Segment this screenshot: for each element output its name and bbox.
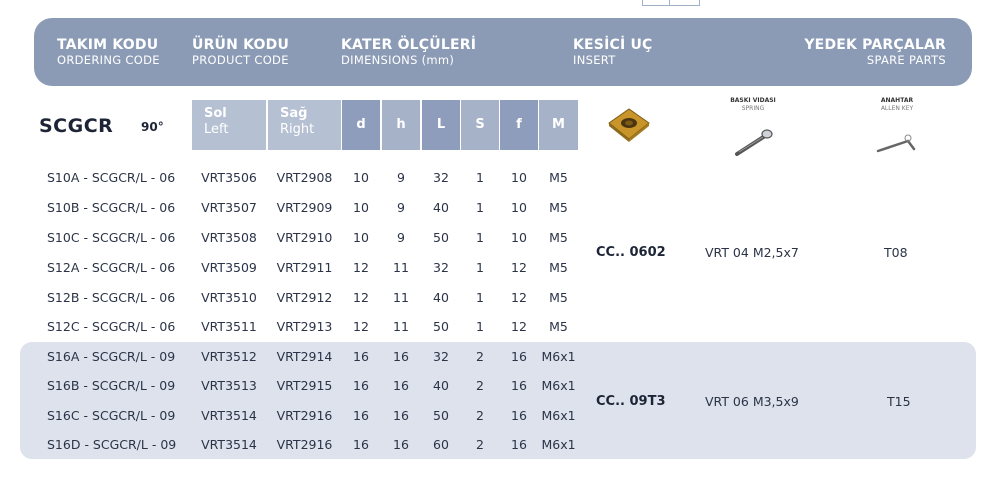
- row-7-m: M6x1: [541, 378, 576, 393]
- row-7-right: VRT2915: [276, 378, 333, 393]
- row-8-h: 16: [393, 408, 409, 423]
- key-code-09: T15: [887, 394, 911, 409]
- row-7-l: 40: [433, 378, 449, 393]
- row-8-right: VRT2916: [276, 408, 333, 423]
- row-3-right: VRT2911: [276, 260, 333, 275]
- col-d-header: d: [342, 100, 380, 150]
- row-6-f: 16: [511, 349, 527, 364]
- row-2-code: S10C - SCGCR/L - 06: [47, 230, 176, 245]
- col-s-header: S: [461, 100, 499, 150]
- row-6-right: VRT2914: [276, 349, 333, 364]
- row-8-f: 16: [511, 408, 527, 423]
- header-bar: [34, 18, 972, 86]
- row-9-code: S16D - SCGCR/L - 09: [47, 437, 177, 452]
- row-5-l: 50: [433, 319, 449, 334]
- row-6-m: M6x1: [541, 349, 576, 364]
- product-title: SCGCR: [39, 115, 114, 137]
- row-9-h: 16: [393, 437, 409, 452]
- row-9-s: 2: [476, 437, 484, 452]
- row-6-d: 16: [353, 349, 369, 364]
- row-5-s: 1: [476, 319, 484, 334]
- row-4-m: M5: [549, 290, 568, 305]
- row-9-f: 16: [511, 437, 527, 452]
- row-3-h: 11: [393, 260, 409, 275]
- insert-code-06: CC.. 0602: [596, 245, 666, 260]
- row-2-m: M5: [549, 230, 568, 245]
- row-6-code: S16A - SCGCR/L - 09: [47, 349, 176, 364]
- header-spare-parts: YEDEK PARÇALAR SPARE PARTS: [804, 37, 946, 67]
- row-7-code: S16B - SCGCR/L - 09: [47, 378, 176, 393]
- row-0-s: 1: [476, 170, 484, 185]
- row-4-code: S12B - SCGCR/L - 06: [47, 290, 176, 305]
- header-dimensions: KATER ÖLÇÜLERİ DIMENSIONS (mm): [341, 37, 477, 67]
- row-5-right: VRT2913: [276, 319, 333, 334]
- row-3-s: 1: [476, 260, 484, 275]
- row-5-m: M5: [549, 319, 568, 334]
- row-6-l: 32: [433, 349, 449, 364]
- row-0-h: 9: [397, 170, 405, 185]
- allen-key-icon: [874, 128, 920, 158]
- row-3-m: M5: [549, 260, 568, 275]
- row-7-left: VRT3513: [201, 378, 257, 393]
- header-product-code: ÜRÜN KODU PRODUCT CODE: [192, 37, 290, 67]
- row-7-f: 16: [511, 378, 527, 393]
- row-0-d: 10: [353, 170, 369, 185]
- row-5-f: 12: [511, 319, 527, 334]
- row-6-s: 2: [476, 349, 484, 364]
- key-code-06: T08: [884, 245, 908, 260]
- row-2-s: 1: [476, 230, 484, 245]
- row-5-h: 11: [393, 319, 409, 334]
- row-1-d: 10: [353, 200, 369, 215]
- row-4-h: 11: [393, 290, 409, 305]
- key-label: ANAHTAR ALLEN KEY: [880, 97, 914, 112]
- screw-icon: [731, 127, 775, 159]
- row-1-f: 10: [511, 200, 527, 215]
- row-8-code: S16C - SCGCR/L - 09: [47, 408, 176, 423]
- row-6-left: VRT3512: [201, 349, 257, 364]
- top-tab-marker: [642, 0, 700, 6]
- screw-label: BASKI VIDASI SPRING: [730, 97, 776, 112]
- row-8-s: 2: [476, 408, 484, 423]
- row-3-code: S12A - SCGCR/L - 06: [47, 260, 176, 275]
- row-4-right: VRT2912: [276, 290, 333, 305]
- row-9-left: VRT3514: [201, 437, 257, 452]
- row-5-code: S12C - SCGCR/L - 06: [47, 319, 176, 334]
- row-2-f: 10: [511, 230, 527, 245]
- row-4-l: 40: [433, 290, 449, 305]
- screw-code-06: VRT 04 M2,5x7: [705, 245, 799, 260]
- row-8-d: 16: [353, 408, 369, 423]
- row-6-h: 16: [393, 349, 409, 364]
- col-m-header: M: [539, 100, 578, 150]
- row-1-right: VRT2909: [276, 200, 333, 215]
- row-7-s: 2: [476, 378, 484, 393]
- row-1-s: 1: [476, 200, 484, 215]
- col-right-header: Sağ Right: [268, 100, 341, 150]
- row-8-m: M6x1: [541, 408, 576, 423]
- insert-code-09: CC.. 09T3: [596, 394, 666, 409]
- row-2-d: 10: [353, 230, 369, 245]
- row-9-m: M6x1: [541, 437, 576, 452]
- row-9-right: VRT2916: [276, 437, 333, 452]
- row-0-l: 32: [433, 170, 449, 185]
- row-5-left: VRT3511: [201, 319, 257, 334]
- col-l-header: L: [422, 100, 460, 150]
- row-2-left: VRT3508: [201, 230, 257, 245]
- row-5-d: 12: [353, 319, 369, 334]
- row-9-d: 16: [353, 437, 369, 452]
- screw-code-09: VRT 06 M3,5x9: [705, 394, 799, 409]
- row-1-left: VRT3507: [201, 200, 257, 215]
- product-angle: 90°: [141, 120, 164, 134]
- row-1-h: 9: [397, 200, 405, 215]
- row-8-left: VRT3514: [201, 408, 257, 423]
- row-2-h: 9: [397, 230, 405, 245]
- insert-icon: [604, 106, 654, 142]
- row-1-code: S10B - SCGCR/L - 06: [47, 200, 176, 215]
- row-0-f: 10: [511, 170, 527, 185]
- row-2-l: 50: [433, 230, 449, 245]
- row-3-left: VRT3509: [201, 260, 257, 275]
- row-1-m: M5: [549, 200, 568, 215]
- row-4-s: 1: [476, 290, 484, 305]
- row-3-d: 12: [353, 260, 369, 275]
- row-2-right: VRT2910: [276, 230, 333, 245]
- row-0-code: S10A - SCGCR/L - 06: [47, 170, 176, 185]
- row-1-l: 40: [433, 200, 449, 215]
- row-7-d: 16: [353, 378, 369, 393]
- header-insert: KESİCİ UÇ INSERT: [573, 37, 653, 67]
- col-left-header: Sol Left: [192, 100, 266, 150]
- row-4-left: VRT3510: [201, 290, 257, 305]
- row-0-right: VRT2908: [276, 170, 333, 185]
- row-7-h: 16: [393, 378, 409, 393]
- row-8-l: 50: [433, 408, 449, 423]
- row-3-l: 32: [433, 260, 449, 275]
- row-0-m: M5: [549, 170, 568, 185]
- row-4-d: 12: [353, 290, 369, 305]
- col-f-header: f: [500, 100, 538, 150]
- row-4-f: 12: [511, 290, 527, 305]
- row-0-left: VRT3506: [201, 170, 257, 185]
- row-9-l: 60: [433, 437, 449, 452]
- row-3-f: 12: [511, 260, 527, 275]
- header-tool-code: TAKIM KODU ORDERING CODE: [57, 37, 160, 67]
- col-h-header: h: [382, 100, 420, 150]
